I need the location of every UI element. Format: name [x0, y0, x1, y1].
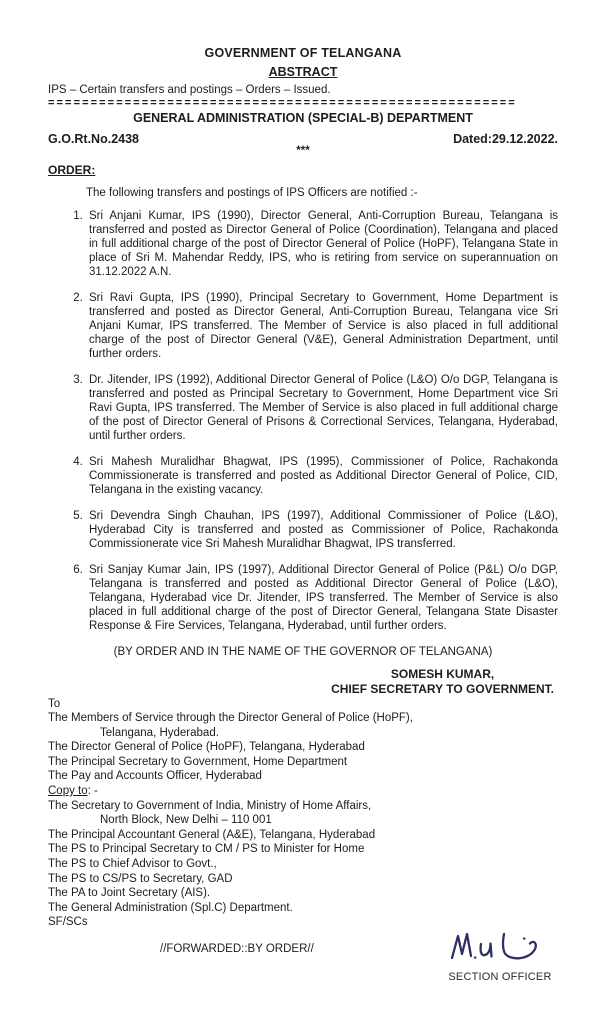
transfer-items-list [48, 209, 558, 633]
sf-scs-label: SF/SCs [48, 916, 88, 929]
to-line-continuation: Telangana, Hyderabad. [100, 726, 219, 739]
transfer-item-3: 3. Dr. Jitender, IPS (1992), Additional Director General of Police (L&O) O/o DGP, Telangana is transferred and posted as Principal Secretary to Government, Home Department vice Sri Ravi Gupta, IPS transferred. The Member of Service is also placed in full additional charge of the post of Director General of Prisons & Correctional Services, Telangana, Hyderabad, until further orders. [86, 373, 558, 443]
go-number: G.O.Rt.No.2438 [48, 132, 139, 147]
copy-to-label: Copy to [48, 785, 88, 798]
copy-line: The PS to CS/PS to Secretary, GAD [48, 872, 233, 885]
section-officer-sign-block [444, 925, 556, 983]
to-line: The Director General of Police (HoPF), Telangana, Hyderabad [48, 741, 365, 754]
go-number-row [48, 132, 558, 146]
copy-line: The Secretary to Government of India, Ministry of Home Affairs, [48, 799, 372, 812]
signatory-name: SOMESH KUMAR, [390, 666, 495, 681]
section-officer-label: SECTION OFFICER [448, 971, 552, 983]
transfer-item-2: 2. Sri Ravi Gupta, IPS (1990), Principal Secretary to Government, Home Department is transferred and posted as Director General, Anti-Corruption Bureau, Telangana vice Sri Anjani Kumar, IPS transferred. The Member of Service is also placed in full additional charge of the post of Director General (V&E), General Administration Department, until further orders. [86, 291, 558, 361]
transfer-item-4: 4. Sri Mahesh Muralidhar Bhagwat, IPS (1995), Commissioner of Police, Rachakonda Commissionerate is transferred and posted as Additional Director General of Police, CID, Telangana in the existing vacancy. [86, 455, 558, 497]
copy-line: The General Administration (Spl.C) Department. [48, 901, 293, 914]
copy-to-heading [48, 784, 558, 799]
to-label: To [48, 697, 61, 710]
transfer-item-1: 1. Sri Anjani Kumar, IPS (1990), Director General, Anti-Corruption Bureau, Telangana is transferred and posted as Director General of Police (Coordination), Telangana and placed in full additional charge of the post of Director General of Police (HoPF), Telangana State in place of Sri M. Mahendar Reddy, IPS, who is retiring from service on superannuation on 31.12.2022 A.N. [86, 209, 558, 279]
to-line: The Pay and Accounts Officer, Hyderabad [48, 770, 262, 783]
order-heading: ORDER: [48, 163, 96, 178]
signatory-block [331, 667, 554, 697]
transfer-item-5: 5. Sri Devendra Singh Chauhan, IPS (1997), Additional Commissioner of Police (L&O), Hyderabad City is transferred and posted as Commissioner of Police, Rachakonda Commissionerate vice Sri Mahesh Muralidhar Bhagwat, IPS transferred. [86, 509, 558, 551]
order-date: Dated:29.12.2022. [453, 132, 558, 147]
by-order-line: (BY ORDER AND IN THE NAME OF THE GOVERNOR OF TELANGANA) [113, 645, 493, 658]
copy-line: The PS to Principal Secretary to CM / PS to Minister for Home [48, 843, 365, 856]
copy-line: The Principal Accountant General (A&E), Telangana, Hyderabad [48, 828, 376, 841]
separator-line: ======================================================= [48, 97, 517, 109]
abstract-heading: ABSTRACT [268, 65, 338, 79]
copy-line: The PA to Joint Secretary (AIS). [48, 887, 211, 900]
stars-divider: *** [296, 145, 310, 158]
subject-line: IPS – Certain transfers and postings – Orders – Issued. [48, 84, 331, 96]
intro-paragraph: The following transfers and postings of IPS Officers are notified :- [86, 187, 418, 200]
copy-line: The PS to Chief Advisor to Govt., [48, 858, 217, 871]
department-heading: GENERAL ADMINISTRATION (SPECIAL-B) DEPARTMENT [133, 111, 473, 126]
copy-to-suffix: : - [87, 785, 98, 798]
copy-line-continuation: North Block, New Delhi – 110 001 [100, 814, 272, 827]
to-line: The Principal Secretary to Government, Home Department [48, 755, 348, 768]
document-title: GOVERNMENT OF TELANGANA [204, 46, 402, 60]
to-line: The Members of Service through the Director General of Police (HoPF), [48, 712, 413, 725]
footer-row [48, 931, 558, 983]
handwritten-signature-icon [444, 925, 556, 971]
signatory-title: CHIEF SECRETARY TO GOVERNMENT. [331, 681, 554, 696]
transfer-item-6: 6. Sri Sanjay Kumar Jain, IPS (1997), Additional Director General of Police (P&L) O/o DGP, Telangana is transferred and posted as Additional Director General of Police (L&O), Telangana, Hyderabad vice Dr. Jitender, IPS transferred. The Member of Service is also placed in full additional charge of the post of Director General, Telangana State Disaster Response & Fire Services, Telangana, Hyderabad, until further orders. [86, 563, 558, 633]
forwarded-line: //FORWARDED::BY ORDER// [160, 943, 314, 955]
